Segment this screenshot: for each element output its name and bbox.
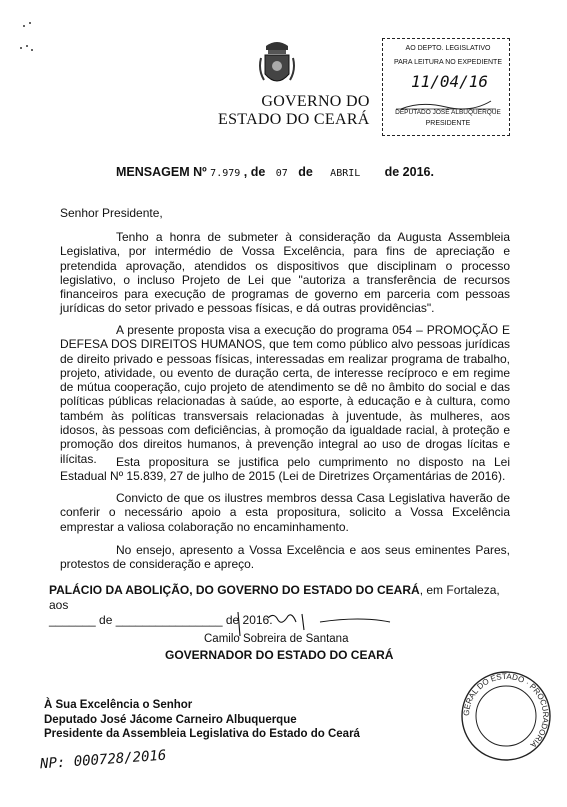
paragraph-2: A presente proposta visa a execução do programa 054 – PROMOÇÃO E DEFESA DOS DIREITOS HUMANOS, que tem como público alvo pessoas jurídicas de direito privado e pessoas físicas, interessadas em realizar programa de trabalho, projeto, atividade, ou evento de duração certa, de interesse recíproco e em regime de mútua cooperação, cujo projeto de atendimento se dê no âmbito do social e das políticas públicas relacionadas à saúde, ao esporte, à educação e à cultura, como também às políticas transversais relacionadas à juventude, às mulheres, aos idosos, às pessoas com deficiências, à promoção da igualdade racial, à proteção e promoção dos direitos humanos, à prevenção integral ao uso de drogas lícitas e ilícitas. — [60, 323, 510, 466]
svg-text:GERAL DO ESTADO · PROCURADORIA — [462, 672, 550, 750]
stamp-date: 11/04/16 — [411, 72, 489, 91]
paragraph-3: Esta propositura se justifica pelo cumprimento no disposto na Lei Estadual Nº 15.839, 27 de julho de 2015 (Lei de Diretrizes Orçamentárias de 2016). — [60, 455, 510, 484]
signer-name: Camilo Sobreira de Santana — [204, 633, 349, 645]
addressee-line-2: Deputado José Jácome Carneiro Albuquerque — [44, 713, 297, 726]
seal-text: GERAL DO ESTADO · PROCURADORIA — [461, 671, 551, 750]
signer-title: GOVERNADOR DO ESTADO DO CEARÁ — [165, 648, 394, 662]
addressee-block — [44, 698, 360, 742]
government-header — [218, 93, 370, 129]
gov-line-2: ESTADO DO CEARÁ — [218, 111, 370, 128]
stamp-line-2: PARA LEITURA NO EXPEDIENTE — [393, 59, 502, 66]
salutation: Senhor Presidente, — [60, 206, 163, 220]
mensagem-label: MENSAGEM Nº — [116, 165, 207, 179]
coat-of-arms-icon — [258, 38, 296, 90]
mensagem-de: de — [298, 165, 313, 179]
mensagem-line — [116, 165, 434, 179]
addressee-line-3: Presidente da Assembleia Legislativa do Estado do Ceará — [44, 728, 360, 740]
paragraph-5: No ensejo, apresento a Vossa Excelência e aos seus eminentes Pares, protestos de consideração e apreço. — [60, 543, 510, 572]
scan-marks — [18, 18, 48, 78]
paragraph-1: Tenho a honra de submeter à consideração da Augusta Assembleia Legislativa, por intermédio de Vossa Excelência, para fins de apreciação e pretendida aprovação, atendidos os dispositivos que disciplinam o processo legislativo, o incluso Projeto de Lei que "autoriza a transferência de recursos financeiros para execução de programas de governo em parceria com pessoas jurídicas do setor privado e pessoas físicas, e dá outras providências". — [60, 230, 510, 316]
mensagem-month: ABRIL — [330, 168, 361, 179]
stamp-line-1: AO DEPTO. LEGISLATIVO — [405, 45, 491, 52]
closing-date-line: _______ de ________________ de 2016. — [49, 613, 273, 627]
paragraph-4: Convicto de que os ilustres membros dessa Casa Legislativa haverão de conferir o necessário apoio a esta propositura, solicito a Vossa Excelência emprestar a valiosa colaboração no encaminhamento. — [60, 491, 510, 534]
stamp-line-4: PRESIDENTE — [425, 120, 471, 127]
protocol-number: NP: 000728/2016 — [39, 747, 167, 773]
protocol-stamp — [382, 38, 510, 136]
stamp-line-3: DEPUTADO JOSÉ ALBUQUERQUE — [395, 109, 501, 116]
palacio-rest: , em Fortaleza, aos — [49, 583, 500, 612]
mensagem-number: 7.979 — [210, 168, 241, 179]
palacio-bold: PALÁCIO DA ABOLIÇÃO, DO GOVERNO DO ESTADO DO CEARÁ — [49, 583, 420, 597]
mensagem-de-2: de — [384, 165, 400, 179]
addressee-line-1: À Sua Excelência o Senhor — [44, 699, 193, 711]
mensagem-year: 2016. — [402, 165, 434, 179]
procuradoria-seal-icon — [458, 668, 554, 764]
mensagem-sep: , de — [243, 165, 266, 179]
mensagem-day: 07 — [275, 168, 288, 179]
gov-line-1: GOVERNO DO — [261, 93, 370, 110]
